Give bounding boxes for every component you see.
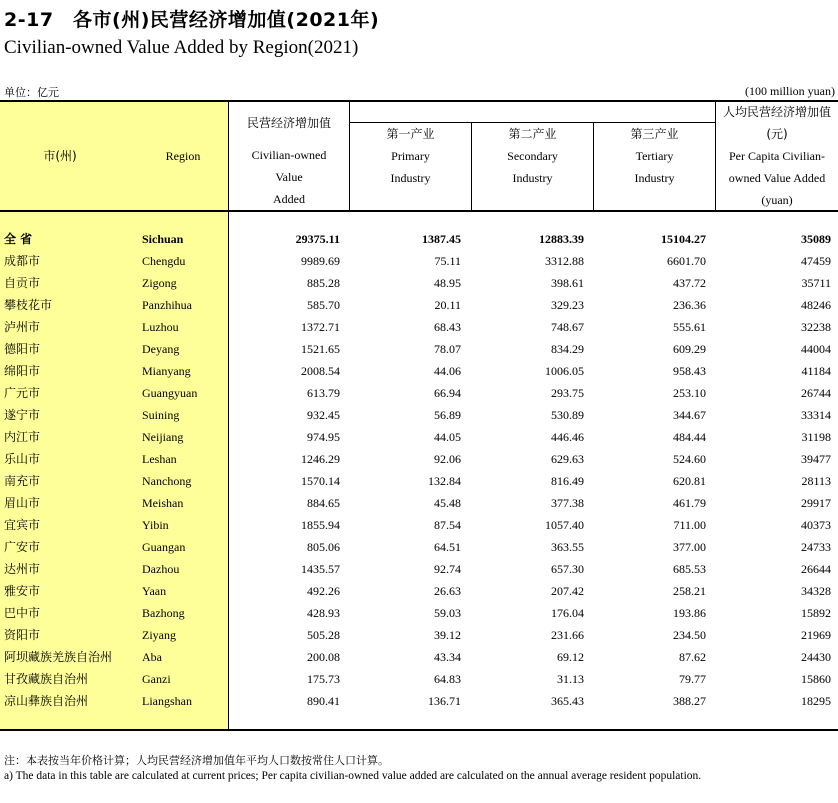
region-name-cn: 广元市 <box>4 386 41 400</box>
region-name-cn: 雅安市 <box>4 584 41 598</box>
value-tertiary: 620.81 <box>673 474 706 488</box>
table-title-english: Civilian-owned Value Added by Region(2021) <box>4 37 359 58</box>
region-name-en: Yaan <box>142 584 167 598</box>
region-name-cn: 成都市 <box>4 254 41 268</box>
value-total: 1855.94 <box>301 518 340 532</box>
data-table <box>0 100 838 732</box>
region-name-en: Yibin <box>142 518 169 532</box>
value-primary: 56.89 <box>434 408 461 422</box>
value-per-capita: 41184 <box>801 364 831 378</box>
value-primary: 92.06 <box>434 452 461 466</box>
value-per-capita: 32238 <box>801 320 831 334</box>
value-tertiary: 437.72 <box>673 276 706 290</box>
table-row <box>0 492 838 514</box>
region-name-en: Luzhou <box>142 320 179 334</box>
value-secondary: 446.46 <box>551 430 584 444</box>
header-city: 市(州) <box>43 149 77 163</box>
region-name-en: Chengdu <box>142 254 186 268</box>
value-primary: 26.63 <box>434 584 461 598</box>
unit-label-english: (100 million yuan) <box>745 84 835 98</box>
value-tertiary: 234.50 <box>673 628 706 642</box>
region-name-cn: 达州市 <box>4 562 41 576</box>
header-per-capita: 人均民营经济增加值 (元) Per Capita Civilian- owned Value Added (yuan) <box>722 105 831 207</box>
region-name-en: Leshan <box>142 452 177 466</box>
value-primary: 64.83 <box>434 672 461 686</box>
value-secondary: 176.04 <box>551 606 584 620</box>
value-tertiary: 958.43 <box>673 364 706 378</box>
value-tertiary: 193.86 <box>673 606 706 620</box>
value-total: 1246.29 <box>301 452 340 466</box>
value-secondary: 657.30 <box>551 562 584 576</box>
value-per-capita: 48246 <box>801 298 831 312</box>
value-tertiary: 609.29 <box>673 342 706 356</box>
value-primary: 75.11 <box>434 254 461 268</box>
table-row <box>0 690 838 712</box>
value-total: 428.93 <box>307 606 340 620</box>
value-total: 884.65 <box>307 496 340 510</box>
value-per-capita: 24430 <box>801 650 831 664</box>
value-secondary: 834.29 <box>551 342 584 356</box>
region-name-en: Nanchong <box>142 474 192 488</box>
value-total: 974.95 <box>307 430 340 444</box>
value-tertiary: 79.77 <box>679 672 706 686</box>
value-primary: 1387.45 <box>422 232 461 246</box>
value-tertiary: 258.21 <box>673 584 706 598</box>
region-name-en: Liangshan <box>142 694 192 708</box>
value-tertiary: 236.36 <box>673 298 706 312</box>
region-name-en: Ziyang <box>142 628 176 642</box>
region-name-cn: 乐山市 <box>4 452 41 466</box>
value-secondary: 816.49 <box>551 474 584 488</box>
table-row <box>0 382 838 404</box>
value-primary: 45.48 <box>434 496 461 510</box>
value-primary: 66.94 <box>434 386 461 400</box>
value-secondary: 207.42 <box>551 584 584 598</box>
region-name-cn: 凉山彝族自治州 <box>4 694 89 708</box>
value-tertiary: 388.27 <box>673 694 706 708</box>
unit-label-chinese: 单位：亿元 <box>4 86 59 99</box>
region-name-en: Ganzi <box>142 672 171 686</box>
value-per-capita: 47459 <box>801 254 831 268</box>
value-tertiary: 461.79 <box>673 496 706 510</box>
value-primary: 68.43 <box>434 320 461 334</box>
value-total: 1435.57 <box>301 562 340 576</box>
table-bottom-rule <box>0 729 838 731</box>
region-name-cn: 眉山市 <box>4 496 41 510</box>
value-tertiary: 15104.27 <box>661 232 706 246</box>
value-primary: 64.51 <box>434 540 461 554</box>
value-secondary: 363.55 <box>551 540 584 554</box>
value-total: 890.41 <box>307 694 340 708</box>
region-name-cn: 全 省 <box>4 232 33 246</box>
value-tertiary: 344.67 <box>673 408 706 422</box>
region-name-cn: 资阳市 <box>4 628 41 642</box>
header-region: Region <box>165 149 201 163</box>
table-row <box>0 360 838 382</box>
value-primary: 43.34 <box>434 650 461 664</box>
region-name-en: Meishan <box>142 496 184 510</box>
value-per-capita: 39477 <box>801 452 831 466</box>
table-row <box>0 470 838 492</box>
value-primary: 87.54 <box>434 518 461 532</box>
region-name-en: Panzhihua <box>142 298 192 312</box>
value-per-capita: 15892 <box>801 606 831 620</box>
value-secondary: 629.63 <box>551 452 584 466</box>
region-name-en: Deyang <box>142 342 180 356</box>
table-row <box>0 426 838 448</box>
value-tertiary: 87.62 <box>679 650 706 664</box>
value-primary: 78.07 <box>434 342 461 356</box>
value-total: 175.73 <box>307 672 340 686</box>
value-total: 585.70 <box>307 298 340 312</box>
region-name-cn: 遂宁市 <box>4 408 41 422</box>
value-secondary: 365.43 <box>551 694 584 708</box>
region-name-cn: 南充市 <box>4 474 41 488</box>
region-name-en: Bazhong <box>142 606 185 620</box>
value-per-capita: 26644 <box>801 562 831 576</box>
region-name-en: Aba <box>142 650 162 664</box>
value-secondary: 329.23 <box>551 298 584 312</box>
value-primary: 44.06 <box>434 364 461 378</box>
region-name-cn: 宜宾市 <box>4 518 41 532</box>
region-name-en: Suining <box>142 408 180 422</box>
region-name-cn: 绵阳市 <box>4 364 41 378</box>
value-per-capita: 35089 <box>801 232 831 246</box>
footnote-chinese: 注：本表按当年价格计算；人均民营经济增加值年平均人口数按常住人口计算。 <box>4 754 389 767</box>
value-total: 9989.69 <box>301 254 340 268</box>
value-secondary: 748.67 <box>551 320 584 334</box>
value-secondary: 231.66 <box>551 628 584 642</box>
table-row <box>0 338 838 360</box>
header-total: 民营经济增加值 Civilian-owned Value Added <box>246 116 331 206</box>
value-per-capita: 33314 <box>801 408 831 422</box>
table-row <box>0 272 838 294</box>
value-per-capita: 34328 <box>801 584 831 598</box>
value-total: 932.45 <box>307 408 340 422</box>
value-total: 29375.11 <box>295 232 340 246</box>
region-name-en: Sichuan <box>142 232 184 246</box>
value-secondary: 377.38 <box>551 496 584 510</box>
value-per-capita: 21969 <box>801 628 831 642</box>
value-tertiary: 484.44 <box>673 430 706 444</box>
value-primary: 20.11 <box>434 298 461 312</box>
value-total: 613.79 <box>307 386 340 400</box>
table-row <box>0 580 838 602</box>
region-name-cn: 甘孜藏族自治州 <box>4 672 89 686</box>
value-secondary: 530.89 <box>551 408 584 422</box>
table-row <box>0 536 838 558</box>
header-primary: 第一产业 Primary Industry <box>386 127 435 185</box>
value-secondary: 31.13 <box>557 672 584 686</box>
value-per-capita: 44004 <box>801 342 831 356</box>
value-secondary: 398.61 <box>551 276 584 290</box>
value-primary: 48.95 <box>434 276 461 290</box>
value-secondary: 3312.88 <box>545 254 584 268</box>
region-name-en: Guangan <box>142 540 186 554</box>
table-row <box>0 624 838 646</box>
region-name-cn: 广安市 <box>4 540 41 554</box>
table-row <box>0 602 838 624</box>
footnote-english: a) The data in this table are calculated at current prices; Per capita civilian-owned value added are calculated on the annual average resident population. <box>4 770 702 782</box>
region-name-en: Mianyang <box>142 364 191 378</box>
value-secondary: 1006.05 <box>545 364 584 378</box>
value-per-capita: 15860 <box>801 672 831 686</box>
value-tertiary: 6601.70 <box>667 254 706 268</box>
value-total: 492.26 <box>307 584 340 598</box>
table-row <box>0 558 838 580</box>
value-total: 805.06 <box>307 540 340 554</box>
value-total: 200.08 <box>307 650 340 664</box>
value-primary: 92.74 <box>434 562 461 576</box>
region-name-cn: 自贡市 <box>4 276 41 290</box>
region-name-cn: 德阳市 <box>4 342 41 356</box>
region-name-cn: 内江市 <box>4 430 41 444</box>
header-secondary: 第二产业 Secondary Industry <box>507 127 558 185</box>
table-row <box>0 316 838 338</box>
value-tertiary: 685.53 <box>673 562 706 576</box>
value-secondary: 12883.39 <box>539 232 584 246</box>
region-name-cn: 攀枝花市 <box>4 298 53 312</box>
value-per-capita: 31198 <box>801 430 831 444</box>
table-row <box>0 250 838 272</box>
header-tertiary: 第三产业 Tertiary Industry <box>630 127 679 185</box>
value-total: 1521.65 <box>301 342 340 356</box>
table-row <box>0 668 838 690</box>
table-row <box>0 514 838 536</box>
value-per-capita: 26744 <box>801 386 831 400</box>
value-per-capita: 40373 <box>801 518 831 532</box>
region-name-cn: 泸州市 <box>4 320 41 334</box>
value-total: 1570.14 <box>301 474 340 488</box>
table-row <box>0 294 838 316</box>
region-name-cn: 阿坝藏族羌族自治州 <box>4 650 113 664</box>
region-name-en: Guangyuan <box>142 386 198 400</box>
value-tertiary: 253.10 <box>673 386 706 400</box>
value-primary: 59.03 <box>434 606 461 620</box>
value-primary: 39.12 <box>434 628 461 642</box>
table-row-total <box>0 228 838 250</box>
region-name-cn: 巴中市 <box>4 606 41 620</box>
value-secondary: 69.12 <box>557 650 584 664</box>
value-tertiary: 555.61 <box>673 320 706 334</box>
value-per-capita: 29917 <box>801 496 831 510</box>
value-primary: 136.71 <box>428 694 461 708</box>
table-row <box>0 404 838 426</box>
value-total: 505.28 <box>307 628 340 642</box>
value-secondary: 293.75 <box>551 386 584 400</box>
header-bottom-rule <box>0 210 838 212</box>
value-primary: 132.84 <box>428 474 461 488</box>
region-name-en: Dazhou <box>142 562 180 576</box>
value-tertiary: 711.00 <box>673 518 706 532</box>
value-total: 2008.54 <box>301 364 340 378</box>
value-per-capita: 24733 <box>801 540 831 554</box>
table-title-chinese: 2-17 各市(州)民营经济增加值(2021年) <box>4 9 380 31</box>
value-per-capita: 35711 <box>801 276 831 290</box>
value-total: 1372.71 <box>301 320 340 334</box>
region-name-en: Neijiang <box>142 430 184 444</box>
value-tertiary: 377.00 <box>673 540 706 554</box>
value-primary: 44.05 <box>434 430 461 444</box>
value-tertiary: 524.60 <box>673 452 706 466</box>
value-per-capita: 18295 <box>801 694 831 708</box>
value-secondary: 1057.40 <box>545 518 584 532</box>
value-per-capita: 28113 <box>801 474 831 488</box>
table-top-rule <box>0 100 838 102</box>
value-total: 885.28 <box>307 276 340 290</box>
table-row <box>0 448 838 470</box>
table-row <box>0 646 838 668</box>
region-name-en: Zigong <box>142 276 177 290</box>
